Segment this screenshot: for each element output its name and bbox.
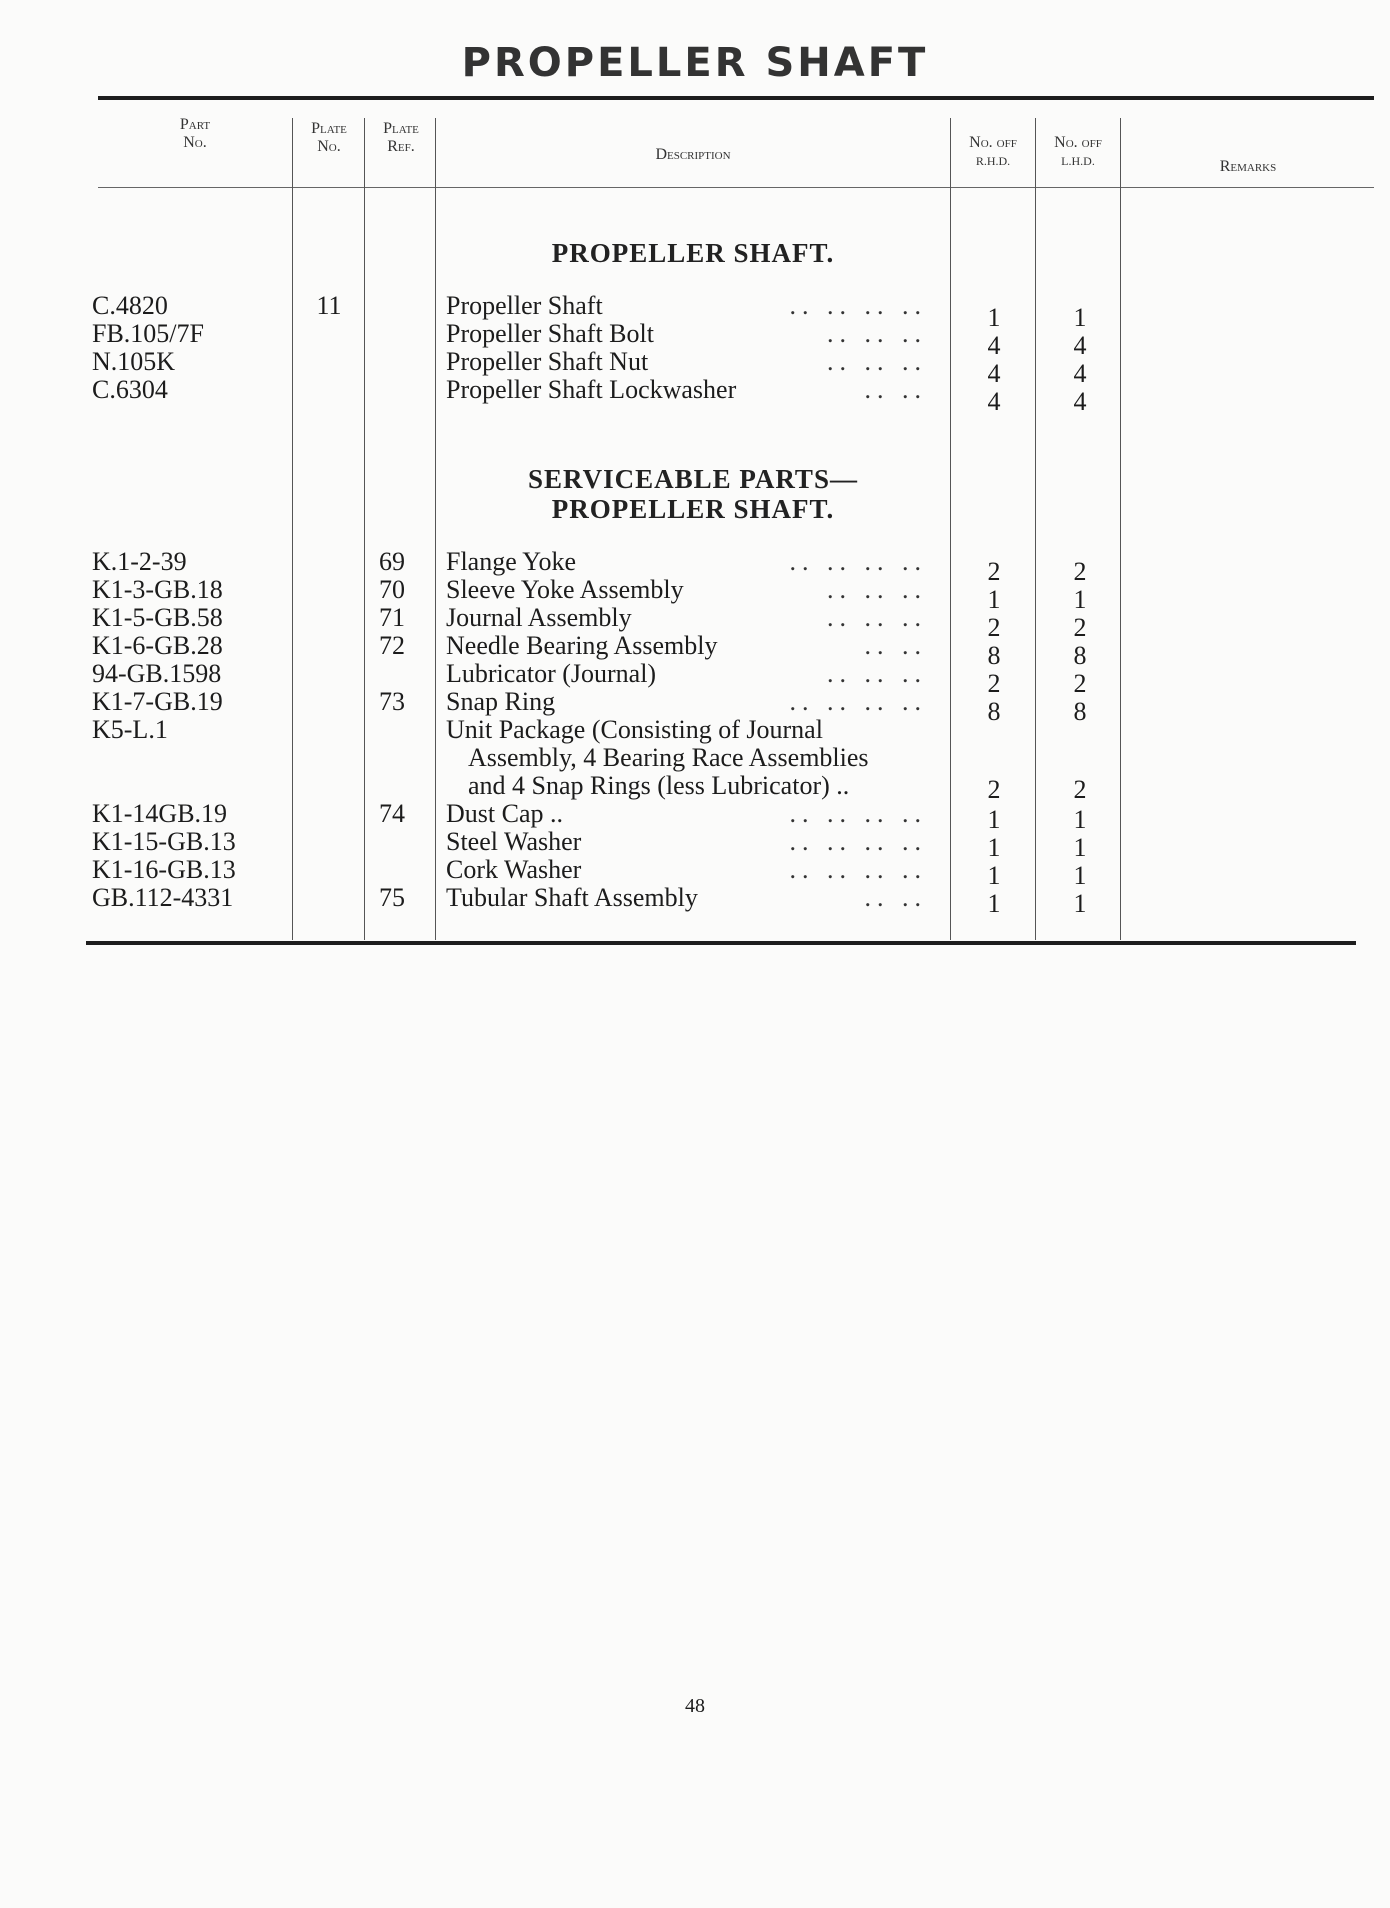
header-rhd — [951, 134, 1035, 170]
plate-ref: 72 — [379, 631, 405, 660]
header-part-no-line1: Part — [179, 116, 211, 133]
bottom-rule — [86, 941, 1356, 945]
table-row — [0, 883, 1390, 918]
leader-dots: .. .. .. .. — [789, 855, 927, 884]
leader-dots: .. .. .. — [827, 347, 927, 376]
leader-dots: .. .. .. .. — [789, 547, 927, 576]
qty-rhd: 1 — [987, 303, 1001, 332]
leader-dots: .. .. — [864, 883, 927, 912]
header-lhd-line2: L.H.D. — [1061, 154, 1095, 168]
plate-ref: 70 — [379, 575, 405, 604]
description: Unit Package (Consisting of Journal — [446, 715, 823, 744]
leader-dots: .. .. .. — [827, 603, 927, 632]
description: Steel Washer — [446, 827, 582, 856]
description: Dust Cap .. — [446, 799, 563, 828]
table-row — [0, 319, 1390, 360]
qty-lhd: 2 — [1073, 775, 1087, 804]
qty-rhd: 4 — [987, 331, 1001, 360]
header-lhd — [1036, 134, 1120, 170]
table-row — [0, 347, 1390, 388]
table-row — [0, 375, 1390, 416]
part-no: K5-L.1 — [92, 715, 168, 744]
leader-dots: .. .. .. .. — [789, 827, 927, 856]
qty-rhd: 1 — [987, 585, 1001, 614]
qty-lhd: 1 — [1073, 805, 1087, 834]
table-row — [0, 659, 1390, 698]
header-plate-no-line2: No. — [317, 138, 341, 155]
qty-lhd: 4 — [1073, 331, 1087, 360]
leader-dots: .. .. .. .. — [789, 291, 927, 320]
description: Needle Bearing Assembly — [446, 631, 718, 660]
table-row — [0, 547, 1390, 586]
qty-lhd: 1 — [1073, 861, 1087, 890]
header-remarks: Remarks — [1219, 158, 1277, 175]
description: Lubricator (Journal) — [446, 659, 657, 688]
header-part-no — [130, 116, 260, 152]
section-title-propeller-shaft: PROPELLER SHAFT. — [551, 238, 835, 268]
description-continuation-1: Assembly, 4 Bearing Race Assemblies — [468, 743, 869, 772]
qty-lhd: 4 — [1073, 359, 1087, 388]
qty-rhd: 1 — [987, 833, 1001, 862]
qty-lhd: 2 — [1073, 669, 1087, 698]
plate-ref: 71 — [379, 603, 405, 632]
page-title: PROPELLER SHAFT — [461, 40, 929, 86]
part-no: GB.112-4331 — [92, 883, 234, 912]
qty-rhd: 2 — [987, 613, 1001, 642]
part-no: N.105K — [92, 347, 176, 376]
qty-lhd: 2 — [1073, 557, 1087, 586]
qty-rhd: 4 — [987, 387, 1001, 416]
qty-rhd: 1 — [987, 805, 1001, 834]
qty-lhd: 8 — [1073, 697, 1087, 726]
qty-rhd: 1 — [987, 861, 1001, 890]
description: Propeller Shaft Bolt — [446, 319, 654, 348]
part-no: K1-15-GB.13 — [92, 827, 236, 856]
page-number: 48 — [685, 1695, 705, 1717]
qty-lhd: 2 — [1073, 613, 1087, 642]
part-no: K1-7-GB.19 — [92, 687, 223, 716]
header-rule — [98, 187, 1374, 188]
description: Propeller Shaft Nut — [446, 347, 649, 376]
header-plate-ref-line1: Plate — [383, 120, 419, 137]
plate-ref: 75 — [379, 883, 405, 912]
table-row — [0, 631, 1390, 670]
part-no: K1-5-GB.58 — [92, 603, 223, 632]
table-row — [0, 603, 1390, 642]
table-row — [0, 799, 1390, 834]
table-row — [0, 687, 1390, 726]
part-no: K1-3-GB.18 — [92, 575, 223, 604]
description: Propeller Shaft Lockwasher — [446, 375, 737, 404]
part-no: FB.105/7F — [92, 319, 204, 348]
header-rhd-line1: No. off — [969, 134, 1017, 151]
description: Tubular Shaft Assembly — [446, 883, 698, 912]
part-no: 94-GB.1598 — [92, 659, 222, 688]
description: Journal Assembly — [446, 603, 632, 632]
part-no: K1-16-GB.13 — [92, 855, 236, 884]
table-row — [0, 716, 1390, 744]
header-rhd-line2: R.H.D. — [975, 154, 1011, 168]
part-no: C.4820 — [92, 291, 168, 320]
section-title-line1: SERVICEABLE PARTS— — [528, 464, 858, 494]
part-no: K.1-2-39 — [92, 547, 187, 576]
description: Propeller Shaft — [446, 291, 603, 320]
plate-ref: 73 — [379, 687, 405, 716]
plate-ref: 74 — [379, 799, 405, 828]
qty-lhd: 1 — [1073, 889, 1087, 918]
part-no: K1-6-GB.28 — [92, 631, 223, 660]
qty-rhd: 8 — [987, 641, 1001, 670]
description: Sleeve Yoke Assembly — [446, 575, 684, 604]
qty-rhd: 1 — [987, 889, 1001, 918]
leader-dots: .. .. — [864, 631, 927, 660]
qty-lhd: 1 — [1073, 585, 1087, 614]
plate-ref: 69 — [379, 547, 405, 576]
leader-dots: .. .. .. .. — [789, 799, 927, 828]
header-plate-no-line1: Plate — [311, 120, 347, 137]
description: Flange Yoke — [446, 547, 577, 576]
top-rule — [98, 96, 1374, 100]
qty-rhd: 2 — [987, 669, 1001, 698]
plate-no: 11 — [316, 291, 342, 320]
description: Snap Ring — [446, 687, 556, 716]
qty-rhd: 8 — [987, 697, 1001, 726]
table-row — [0, 855, 1390, 890]
table-row — [0, 291, 1390, 332]
description-continuation-2: and 4 Snap Rings (less Lubricator) .. — [468, 771, 850, 800]
leader-dots: .. .. .. — [827, 575, 927, 604]
leader-dots: .. .. — [864, 375, 927, 404]
part-no: C.6304 — [92, 375, 168, 404]
qty-lhd: 1 — [1073, 303, 1087, 332]
part-no: K1-14GB.19 — [92, 799, 228, 828]
qty-lhd: 1 — [1073, 833, 1087, 862]
qty-rhd: 2 — [987, 775, 1001, 804]
qty-rhd: 2 — [987, 557, 1001, 586]
qty-rhd: 4 — [987, 359, 1001, 388]
header-plate-ref — [366, 120, 436, 156]
header-part-no-line2: No. — [183, 134, 207, 151]
leader-dots: .. .. .. — [827, 319, 927, 348]
header-description: Description — [655, 146, 731, 163]
table-row — [0, 827, 1390, 862]
header-lhd-line1: No. off — [1054, 134, 1102, 151]
leader-dots: .. .. .. — [827, 659, 927, 688]
section-title-line2: PROPELLER SHAFT. — [551, 494, 835, 524]
qty-lhd: 8 — [1073, 641, 1087, 670]
qty-lhd: 4 — [1073, 387, 1087, 416]
section-title-serviceable-parts — [436, 464, 950, 524]
description: Cork Washer — [446, 855, 582, 884]
leader-dots: .. .. .. .. — [789, 687, 927, 716]
header-plate-no — [294, 120, 364, 156]
header-plate-ref-line2: Ref. — [387, 138, 415, 155]
table-row — [0, 575, 1390, 614]
